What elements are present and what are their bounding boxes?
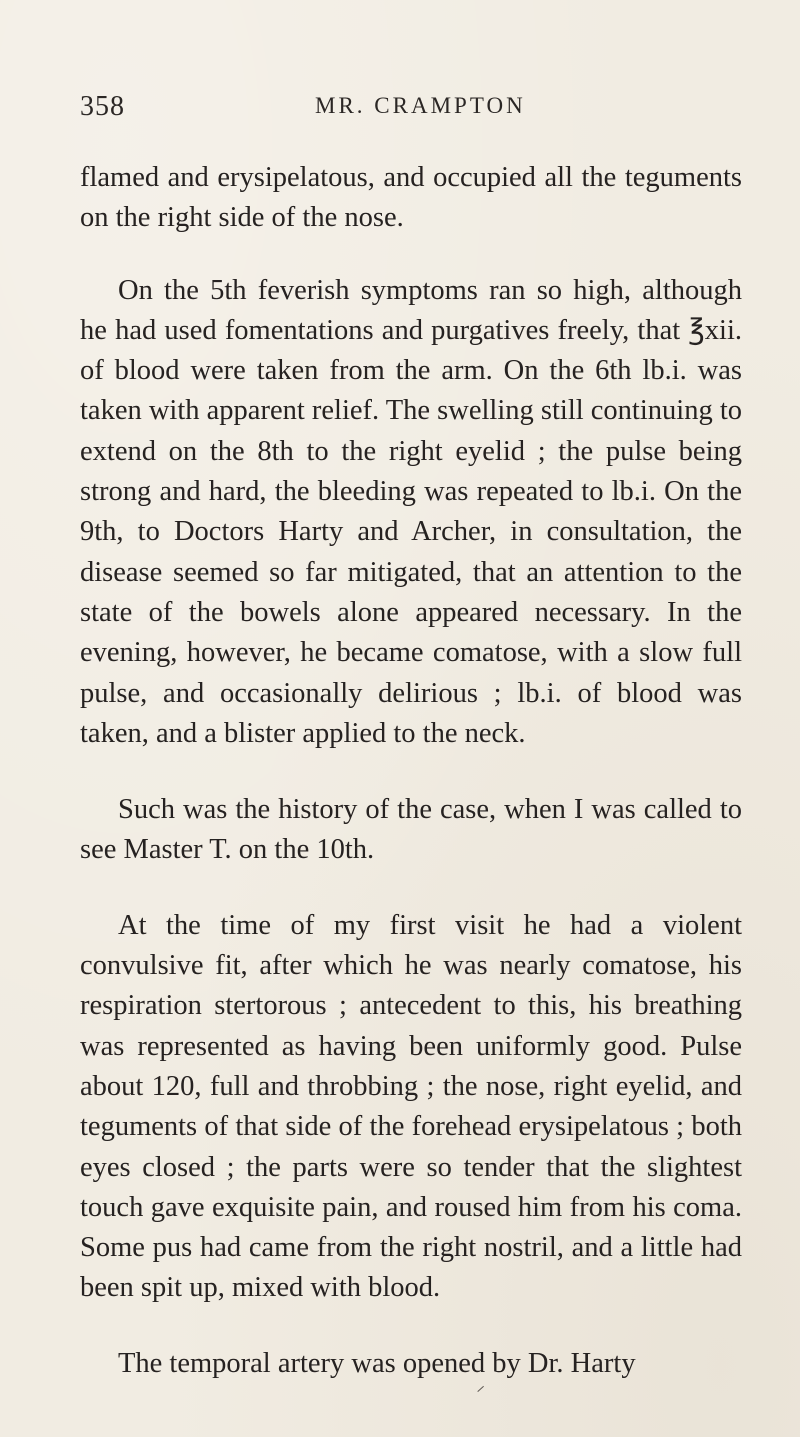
body-text	[80, 158, 742, 1384]
paragraph-continued: flamed and erysipelatous, and occupied all the teguments on the right side of the nose.	[80, 162, 742, 234]
running-head	[80, 91, 740, 131]
printer-mark	[477, 1386, 484, 1393]
paragraph-case-history: Such was the history of the case, when I was called to see Master T. on the 10th.	[80, 794, 742, 866]
page-number: 358	[80, 91, 125, 122]
paragraph-first-visit: At the time of my first visit he had a violent convulsive fit, after which he was nearly comatose, his respiration stertorous ; antecedent to this, his breathing was represented as having been uniformly good. Pulse about 120, full and throbbing ; the nose, right eyelid, and teguments of that side of the forehead erysipelatous ; both eyes closed ; the parts were so tender that the slightest touch gave exquisite pain, and roused him from his coma. Some pus had came from the right nostril, and a little had been spit up, mixed with blood.	[80, 909, 742, 1304]
running-title: MR. CRAMPTON	[315, 93, 526, 118]
paragraph-temporal-artery: The temporal artery was opened by Dr. Harty	[118, 1347, 636, 1379]
paragraph-fever-treatment: On the 5th feverish symptoms ran so high, although he had used fomentations and purgatives freely, that ℥xii. of blood were taken from the arm. On the 6th lb.i. was taken with apparent relief. The swelling still continuing to extend on the 8th to the right eyelid ; the pulse being strong and hard, the bleeding was repeated to lb.i. On the 9th, to Doctors Harty and Archer, in consultation, the disease seemed so far mitigated, that an attention to the state of the bowels alone appeared necessary. In the evening, however, he became comatose, with a slow full pulse, and occasionally delirious ; lb.i. of blood was taken, and a blister applied to the neck.	[80, 274, 742, 749]
